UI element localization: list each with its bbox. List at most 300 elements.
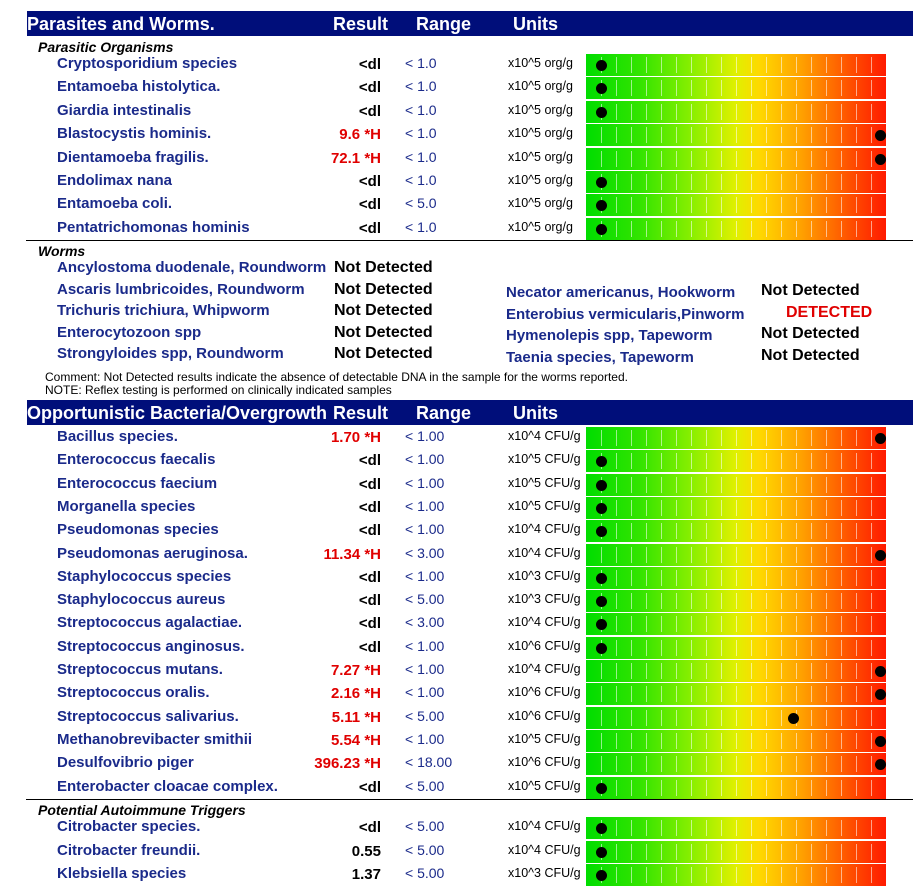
- gauge-tick: [871, 756, 872, 772]
- level-marker: [596, 526, 607, 537]
- unit-label: x10^5 org/g: [508, 196, 573, 211]
- gauge-tick: [646, 663, 647, 679]
- gauge-tick: [736, 867, 737, 883]
- result-row: [0, 612, 913, 635]
- gauge-tick: [676, 844, 677, 860]
- gauge-tick: [766, 523, 767, 539]
- gauge-tick: [856, 640, 857, 656]
- gauge-tick: [781, 616, 782, 632]
- gauge-tick: [856, 57, 857, 73]
- gauge-tick: [616, 453, 617, 469]
- gauge-tick: [631, 733, 632, 749]
- gauge-tick: [616, 640, 617, 656]
- gauge-tick: [631, 127, 632, 143]
- gauge-tick: [811, 640, 812, 656]
- gauge-tick: [871, 151, 872, 167]
- gauge-tick: [841, 547, 842, 563]
- gauge-tick: [766, 453, 767, 469]
- level-gauge: [586, 427, 886, 449]
- gauge-tick: [871, 523, 872, 539]
- gauge-tick: [691, 616, 692, 632]
- organism-name: Pseudomonas aeruginosa.: [57, 544, 248, 562]
- gauge-tick: [661, 547, 662, 563]
- reference-range: < 5.00: [405, 841, 445, 858]
- gauge-tick: [826, 547, 827, 563]
- gauge-tick: [721, 593, 722, 609]
- organism-name: Streptococcus agalactiae.: [57, 614, 243, 632]
- gauge-tick: [871, 500, 872, 516]
- result-row: [0, 816, 913, 839]
- gauge-tick: [706, 710, 707, 726]
- gauge-tick: [736, 523, 737, 539]
- gauge-tick: [811, 197, 812, 213]
- gauge-tick: [796, 616, 797, 632]
- gauge-tick: [766, 820, 767, 836]
- level-gauge: [586, 730, 886, 752]
- gauge-tick: [691, 844, 692, 860]
- gauge-tick: [676, 593, 677, 609]
- gauge-tick: [736, 780, 737, 796]
- reference-range: < 5.00: [405, 865, 445, 881]
- organism-name: Entamoeba histolytica.: [57, 78, 221, 96]
- gauge-tick: [856, 663, 857, 679]
- gauge-tick: [871, 663, 872, 679]
- gauge-tick: [811, 430, 812, 446]
- gauge-tick: [811, 570, 812, 586]
- gauge-tick: [781, 104, 782, 120]
- level-gauge: [586, 520, 886, 542]
- gauge-tick: [766, 221, 767, 237]
- reference-range: < 5.00: [405, 707, 445, 724]
- level-marker: [875, 130, 886, 141]
- gauge-tick: [826, 80, 827, 96]
- gauge-tick: [796, 127, 797, 143]
- gauge-tick: [871, 430, 872, 446]
- gauge-tick: [781, 780, 782, 796]
- comment-text: Comment: Not Detected results indicate the absence of detectable DNA in the sample for the worms reported.: [45, 370, 628, 384]
- result-value: <dl: [358, 79, 381, 97]
- result-row: [0, 566, 913, 589]
- gauge-tick: [856, 867, 857, 883]
- gauge-tick: [841, 523, 842, 539]
- gauge-tick: [841, 570, 842, 586]
- gauge-tick: [616, 570, 617, 586]
- gauge-tick: [661, 430, 662, 446]
- gauge-tick: [661, 104, 662, 120]
- gauge-tick: [706, 523, 707, 539]
- level-marker: [596, 870, 607, 881]
- gauge-tick: [631, 616, 632, 632]
- reference-range: < 1.0: [405, 101, 437, 118]
- gauge-tick: [691, 867, 692, 883]
- unit-label: x10^5 org/g: [508, 219, 573, 234]
- gauge-tick: [706, 104, 707, 120]
- gauge-tick: [721, 710, 722, 726]
- organism-name: Morganella species: [57, 497, 196, 515]
- gauge-tick: [841, 780, 842, 796]
- gauge-tick: [631, 593, 632, 609]
- gauge-tick: [811, 844, 812, 860]
- gauge-tick: [646, 57, 647, 73]
- gauge-tick: [736, 616, 737, 632]
- gauge-tick: [766, 780, 767, 796]
- gauge-tick: [676, 477, 677, 493]
- level-gauge: [586, 841, 886, 863]
- gauge-tick: [646, 616, 647, 632]
- gauge-tick: [661, 733, 662, 749]
- result-row: [0, 449, 913, 472]
- gauge-tick: [691, 221, 692, 237]
- level-marker: [596, 643, 607, 654]
- result-row: [0, 217, 913, 240]
- result-value: <dl: [358, 498, 381, 516]
- gauge-tick: [706, 663, 707, 679]
- gauge-tick: [676, 710, 677, 726]
- organism-name: Streptococcus salivarius.: [57, 707, 239, 725]
- gauge-tick: [721, 127, 722, 143]
- organism-name: Enterobacter cloacae complex.: [57, 777, 278, 795]
- gauge-tick: [706, 844, 707, 860]
- gauge-tick: [706, 151, 707, 167]
- gauge-tick: [841, 197, 842, 213]
- gauge-tick: [856, 127, 857, 143]
- organism-name: Citrobacter species.: [57, 818, 201, 835]
- worm-name: Trichuris trichiura, Whipworm: [57, 302, 270, 319]
- result-row: [0, 682, 913, 705]
- gauge-tick: [841, 686, 842, 702]
- gauge-tick: [871, 174, 872, 190]
- gauge-tick: [601, 127, 602, 143]
- gauge-tick: [826, 593, 827, 609]
- gauge-tick: [766, 663, 767, 679]
- level-marker: [875, 689, 886, 700]
- gauge-tick: [766, 127, 767, 143]
- gauge-tick: [751, 820, 752, 836]
- level-marker: [875, 433, 886, 444]
- gauge-tick: [691, 523, 692, 539]
- reference-range: < 1.00: [405, 684, 445, 701]
- level-gauge: [586, 637, 886, 659]
- gauge-tick: [766, 733, 767, 749]
- gauge-tick: [646, 430, 647, 446]
- gauge-tick: [826, 174, 827, 190]
- gauge-tick: [676, 820, 677, 836]
- result-column-header: Result: [333, 403, 389, 423]
- units-column-header: Units: [513, 14, 558, 34]
- result-value: <dl: [358, 102, 381, 120]
- gauge-tick: [661, 80, 662, 96]
- gauge-tick: [751, 780, 752, 796]
- level-marker: [596, 177, 607, 188]
- gauge-tick: [706, 780, 707, 796]
- gauge-tick: [751, 547, 752, 563]
- gauge-tick: [811, 174, 812, 190]
- level-gauge: [586, 77, 886, 99]
- gauge-tick: [766, 686, 767, 702]
- level-gauge: [586, 54, 886, 76]
- gauge-tick: [856, 733, 857, 749]
- gauge-tick: [811, 57, 812, 73]
- gauge-tick: [781, 430, 782, 446]
- gauge-tick: [676, 547, 677, 563]
- gauge-tick: [691, 756, 692, 772]
- gauge-tick: [811, 780, 812, 796]
- result-value: <dl: [358, 778, 381, 796]
- gauge-tick: [706, 57, 707, 73]
- reference-range: < 5.00: [405, 777, 445, 794]
- gauge-tick: [811, 867, 812, 883]
- gauge-tick: [631, 820, 632, 836]
- gauge-tick: [811, 593, 812, 609]
- gauge-tick: [826, 151, 827, 167]
- gauge-tick: [871, 616, 872, 632]
- level-gauge: [586, 474, 886, 496]
- gauge-tick: [871, 57, 872, 73]
- gauge-tick: [796, 844, 797, 860]
- level-gauge: [586, 171, 886, 193]
- level-marker: [596, 83, 607, 94]
- gauge-tick: [766, 867, 767, 883]
- result-row: [0, 76, 913, 99]
- gauge-tick: [766, 844, 767, 860]
- gauge-tick: [706, 570, 707, 586]
- gauge-tick: [751, 197, 752, 213]
- gauge-tick: [841, 820, 842, 836]
- gauge-tick: [811, 221, 812, 237]
- gauge-tick: [856, 686, 857, 702]
- gauge-tick: [646, 477, 647, 493]
- gauge-tick: [826, 197, 827, 213]
- worm-result: Not Detected: [334, 280, 433, 298]
- gauge-tick: [601, 686, 602, 702]
- gauge-tick: [736, 547, 737, 563]
- organism-name: Desulfovibrio piger: [57, 754, 194, 772]
- reference-range: < 5.00: [405, 818, 445, 834]
- result-row: [0, 636, 913, 659]
- level-gauge: [586, 567, 886, 589]
- result-value: 7.27 *H: [330, 662, 381, 679]
- gauge-tick: [631, 547, 632, 563]
- result-row: [0, 170, 913, 193]
- gauge-tick: [691, 197, 692, 213]
- organism-name: Staphylococcus species: [57, 567, 232, 585]
- result-value: 1.37: [351, 866, 381, 883]
- gauge-tick: [631, 151, 632, 167]
- gauge-tick: [736, 104, 737, 120]
- gauge-tick: [676, 151, 677, 167]
- gauge-tick: [811, 820, 812, 836]
- gauge-tick: [736, 477, 737, 493]
- level-marker: [596, 619, 607, 630]
- gauge-tick: [871, 197, 872, 213]
- unit-label: x10^5 org/g: [508, 79, 573, 94]
- gauge-tick: [721, 174, 722, 190]
- gauge-tick: [601, 733, 602, 749]
- gauge-tick: [706, 616, 707, 632]
- gauge-tick: [826, 127, 827, 143]
- gauge-tick: [751, 593, 752, 609]
- result-row: [0, 776, 913, 799]
- gauge-tick: [721, 151, 722, 167]
- gauge-tick: [856, 221, 857, 237]
- unit-label: x10^5 CFU/g: [508, 778, 581, 793]
- gauge-tick: [826, 616, 827, 632]
- gauge-tick: [661, 756, 662, 772]
- reference-range: < 1.00: [405, 474, 445, 491]
- level-marker: [875, 550, 886, 561]
- gauge-tick: [661, 844, 662, 860]
- level-marker: [875, 154, 886, 165]
- result-value: <dl: [358, 452, 381, 470]
- gauge-tick: [871, 127, 872, 143]
- gauge-tick: [616, 867, 617, 883]
- gauge-tick: [661, 453, 662, 469]
- gauge-tick: [691, 663, 692, 679]
- gauge-tick: [736, 570, 737, 586]
- gauge-tick: [631, 430, 632, 446]
- gauge-tick: [616, 127, 617, 143]
- result-row: [0, 473, 913, 496]
- gauge-tick: [631, 710, 632, 726]
- gauge-tick: [676, 57, 677, 73]
- gauge-tick: [781, 640, 782, 656]
- level-marker: [596, 823, 607, 834]
- level-marker: [875, 736, 886, 747]
- level-gauge: [586, 590, 886, 612]
- gauge-tick: [796, 733, 797, 749]
- gauge-tick: [721, 104, 722, 120]
- gauge-tick: [841, 430, 842, 446]
- gauge-tick: [691, 780, 692, 796]
- gauge-tick: [796, 104, 797, 120]
- gauge-tick: [766, 616, 767, 632]
- gauge-tick: [676, 500, 677, 516]
- gauge-tick: [781, 547, 782, 563]
- gauge-tick: [856, 710, 857, 726]
- gauge-tick: [736, 221, 737, 237]
- gauge-tick: [826, 844, 827, 860]
- range-column-header: Range: [416, 403, 472, 423]
- gauge-tick: [826, 640, 827, 656]
- organism-name: Entamoeba coli.: [57, 195, 173, 213]
- gauge-tick: [766, 547, 767, 563]
- level-marker: [596, 480, 607, 491]
- gauge-tick: [766, 80, 767, 96]
- unit-label: x10^5 CFU/g: [508, 452, 581, 467]
- gauge-tick: [826, 523, 827, 539]
- gauge-tick: [661, 477, 662, 493]
- level-gauge: [586, 148, 886, 170]
- level-gauge: [586, 864, 886, 886]
- gauge-tick: [676, 197, 677, 213]
- gauge-tick: [646, 867, 647, 883]
- gauge-tick: [751, 151, 752, 167]
- result-value: <dl: [358, 56, 381, 73]
- gauge-tick: [631, 844, 632, 860]
- gauge-tick: [706, 80, 707, 96]
- gauge-tick: [691, 430, 692, 446]
- gauge-tick: [646, 453, 647, 469]
- gauge-tick: [781, 151, 782, 167]
- gauge-tick: [616, 780, 617, 796]
- gauge-tick: [841, 867, 842, 883]
- gauge-tick: [751, 430, 752, 446]
- gauge-tick: [721, 477, 722, 493]
- gauge-tick: [706, 430, 707, 446]
- worm-result: Not Detected: [761, 346, 860, 364]
- gauge-tick: [676, 221, 677, 237]
- gauge-tick: [811, 547, 812, 563]
- unit-label: x10^4 CFU/g: [508, 662, 581, 676]
- gauge-tick: [766, 570, 767, 586]
- organism-name: Blastocystis hominis.: [57, 125, 212, 143]
- gauge-tick: [856, 570, 857, 586]
- gauge-tick: [691, 127, 692, 143]
- worm-name: Enterobius vermicularis,Pinworm: [506, 305, 745, 323]
- worm-result: Not Detected: [334, 345, 433, 362]
- gauge-tick: [781, 174, 782, 190]
- gauge-tick: [856, 844, 857, 860]
- result-row: [0, 589, 913, 612]
- gauge-tick: [811, 616, 812, 632]
- gauge-tick: [661, 57, 662, 73]
- gauge-tick: [631, 756, 632, 772]
- gauge-tick: [721, 221, 722, 237]
- level-gauge: [586, 753, 886, 775]
- gauge-tick: [691, 640, 692, 656]
- organism-name: Giardia intestinalis: [57, 101, 192, 119]
- gauge-tick: [811, 756, 812, 772]
- reference-range: < 1.00: [405, 497, 445, 514]
- gauge-tick: [616, 547, 617, 563]
- gauge-tick: [616, 477, 617, 493]
- gauge-tick: [706, 756, 707, 772]
- result-value: 5.54 *H: [330, 731, 381, 749]
- gauge-tick: [841, 710, 842, 726]
- reference-range: < 5.00: [405, 591, 445, 608]
- gauge-tick: [766, 174, 767, 190]
- gauge-tick: [871, 593, 872, 609]
- gauge-tick: [631, 104, 632, 120]
- gauge-tick: [676, 80, 677, 96]
- level-gauge: [586, 124, 886, 146]
- result-row: [0, 193, 913, 216]
- gauge-tick: [781, 477, 782, 493]
- gauge-tick: [706, 820, 707, 836]
- gauge-tick: [676, 663, 677, 679]
- worm-result: Not Detected: [334, 302, 433, 319]
- gauge-tick: [751, 686, 752, 702]
- gauge-tick: [751, 867, 752, 883]
- gauge-tick: [871, 820, 872, 836]
- gauge-tick: [661, 127, 662, 143]
- gauge-tick: [751, 221, 752, 237]
- gauge-tick: [796, 686, 797, 702]
- gauge-tick: [736, 844, 737, 860]
- result-value: <dl: [358, 568, 381, 586]
- gauge-tick: [796, 570, 797, 586]
- unit-label: x10^6 CFU/g: [508, 685, 581, 700]
- gauge-tick: [826, 453, 827, 469]
- gauge-tick: [811, 477, 812, 493]
- result-value: 72.1 *H: [330, 149, 381, 167]
- gauge-tick: [781, 710, 782, 726]
- gauge-tick: [736, 57, 737, 73]
- gauge-tick: [856, 197, 857, 213]
- unit-label: x10^4 CFU/g: [508, 842, 581, 857]
- level-marker: [788, 713, 799, 724]
- worm-name: Hymenolepis spp, Tapeworm: [506, 327, 713, 344]
